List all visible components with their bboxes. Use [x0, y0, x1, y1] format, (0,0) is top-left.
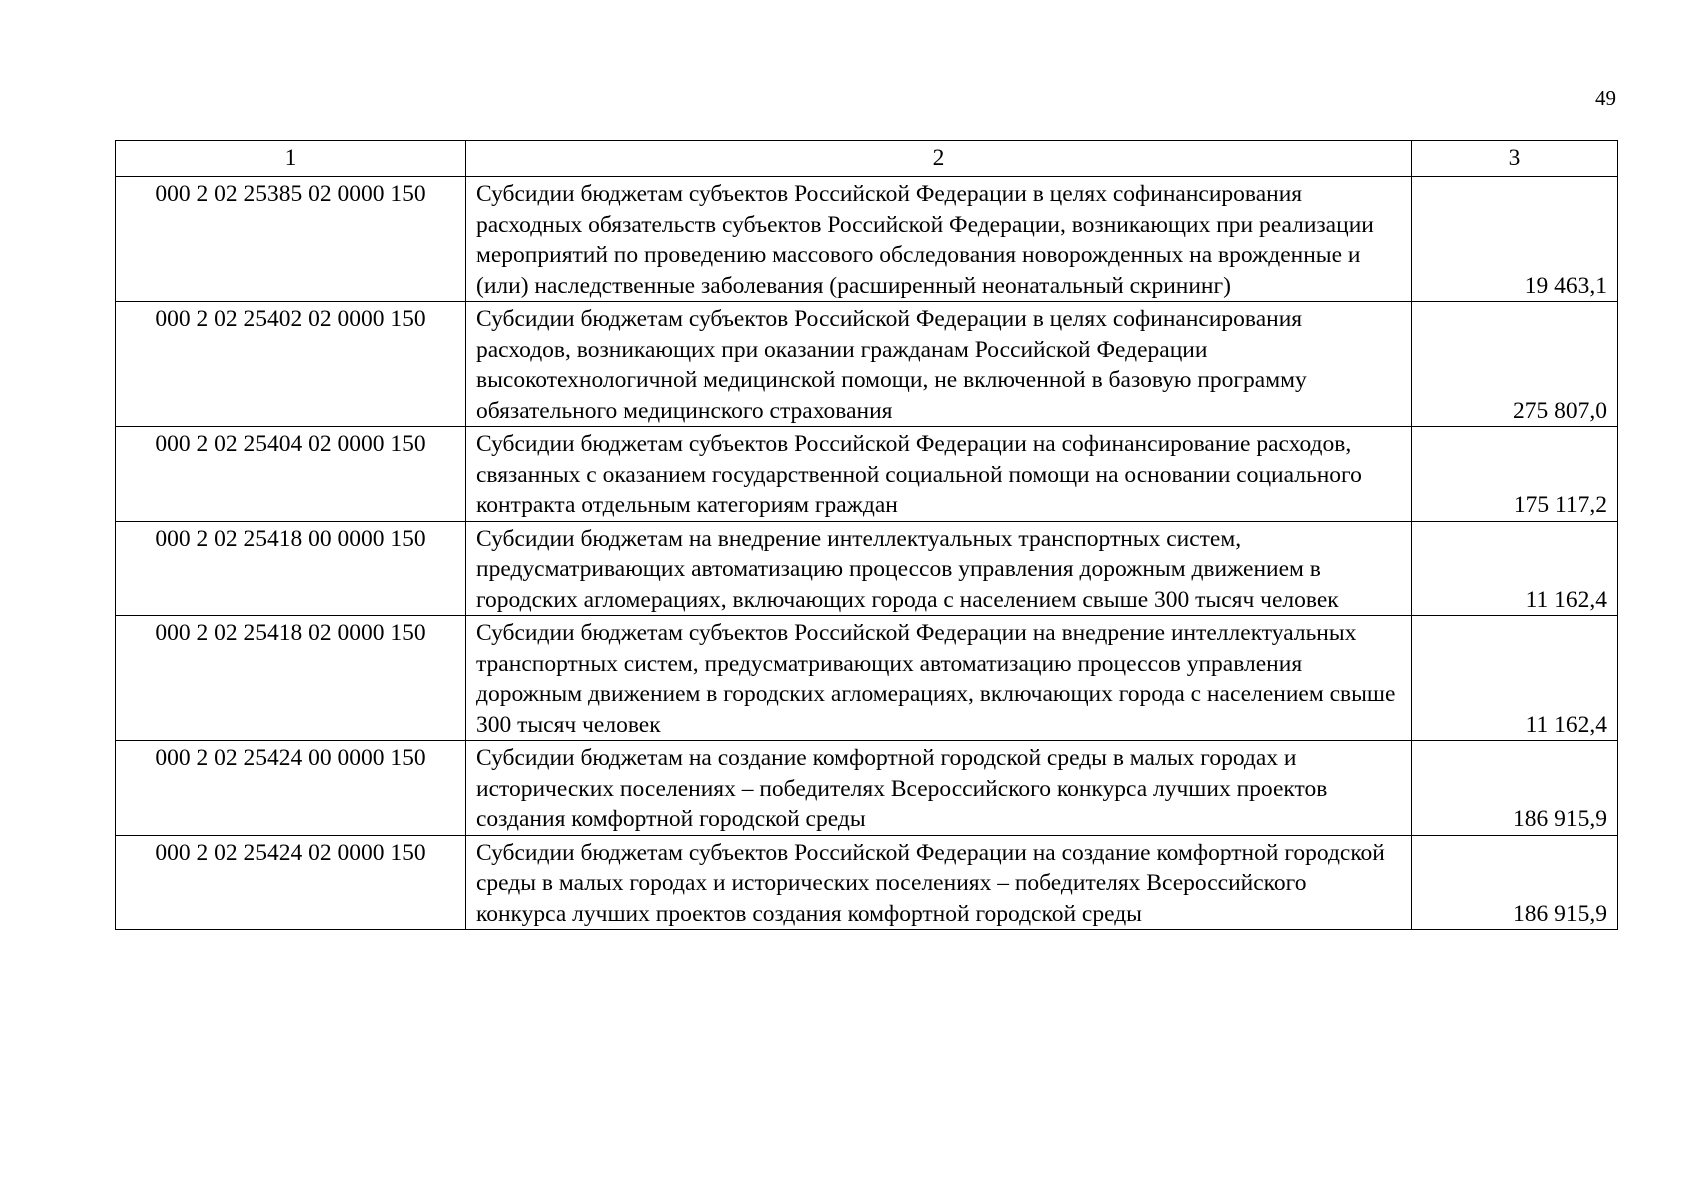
table-row — [116, 616, 1618, 741]
row-amount: 19 463,1 — [1412, 177, 1618, 302]
table-row — [116, 427, 1618, 522]
page-number: 49 — [1595, 86, 1616, 110]
header-col-1: 1 — [116, 141, 466, 177]
table-row — [116, 177, 1618, 302]
row-description: Субсидии бюджетам субъектов Российской Федерации на софинансирование расходов, связанных с оказанием государственной социальной помощи на основании социального контракта отдельным категориям граждан — [466, 427, 1412, 522]
row-description: Субсидии бюджетам субъектов Российской Федерации в целях софинансирования расходов, возникающих при оказании гражданам Российской Федерации высокотехнологичной медицинской помощи, не включенной в базовую программу обязательного медицинского страхования — [466, 302, 1412, 427]
row-amount: 186 915,9 — [1412, 835, 1618, 930]
budget-table — [115, 140, 1618, 930]
table-row — [116, 521, 1618, 616]
row-amount: 175 117,2 — [1412, 427, 1618, 522]
row-amount: 186 915,9 — [1412, 741, 1618, 836]
row-amount: 11 162,4 — [1412, 521, 1618, 616]
budget-code: 000 2 02 25424 02 0000 150 — [116, 835, 466, 930]
budget-code: 000 2 02 25418 00 0000 150 — [116, 521, 466, 616]
table-row — [116, 741, 1618, 836]
header-col-3: 3 — [1412, 141, 1618, 177]
row-description: Субсидии бюджетам субъектов Российской Федерации на внедрение интеллектуальных транспортных систем, предусматривающих автоматизацию процессов управления дорожным движением в городских агломерациях, включающих города с населением свыше 300 тысяч человек — [466, 616, 1412, 741]
budget-code: 000 2 02 25385 02 0000 150 — [116, 177, 466, 302]
row-amount: 11 162,4 — [1412, 616, 1618, 741]
budget-code: 000 2 02 25402 02 0000 150 — [116, 302, 466, 427]
budget-code: 000 2 02 25424 00 0000 150 — [116, 741, 466, 836]
header-row — [116, 141, 1618, 177]
table-row — [116, 835, 1618, 930]
row-description: Субсидии бюджетам на внедрение интеллектуальных транспортных систем, предусматривающих автоматизацию процессов управления дорожным движением в городских агломерациях, включающих города с населением свыше 300 тысяч человек — [466, 521, 1412, 616]
row-amount: 275 807,0 — [1412, 302, 1618, 427]
header-col-2: 2 — [466, 141, 1412, 177]
row-description: Субсидии бюджетам субъектов Российской Федерации в целях софинансирования расходных обязательств субъектов Российской Федерации, возникающих при реализации мероприятий по проведению массового обследования новорожденных на врожденные и (или) наследственные заболевания (расширенный неонатальный скрининг) — [466, 177, 1412, 302]
budget-code: 000 2 02 25418 02 0000 150 — [116, 616, 466, 741]
row-description: Субсидии бюджетам на создание комфортной городской среды в малых городах и исторических поселениях – победителях Всероссийского конкурса лучших проектов создания комфортной городской среды — [466, 741, 1412, 836]
table-row — [116, 302, 1618, 427]
budget-code: 000 2 02 25404 02 0000 150 — [116, 427, 466, 522]
row-description: Субсидии бюджетам субъектов Российской Федерации на создание комфортной городской среды в малых городах и исторических поселениях – победителях Всероссийского конкурса лучших проектов создания комфортной городской среды — [466, 835, 1412, 930]
